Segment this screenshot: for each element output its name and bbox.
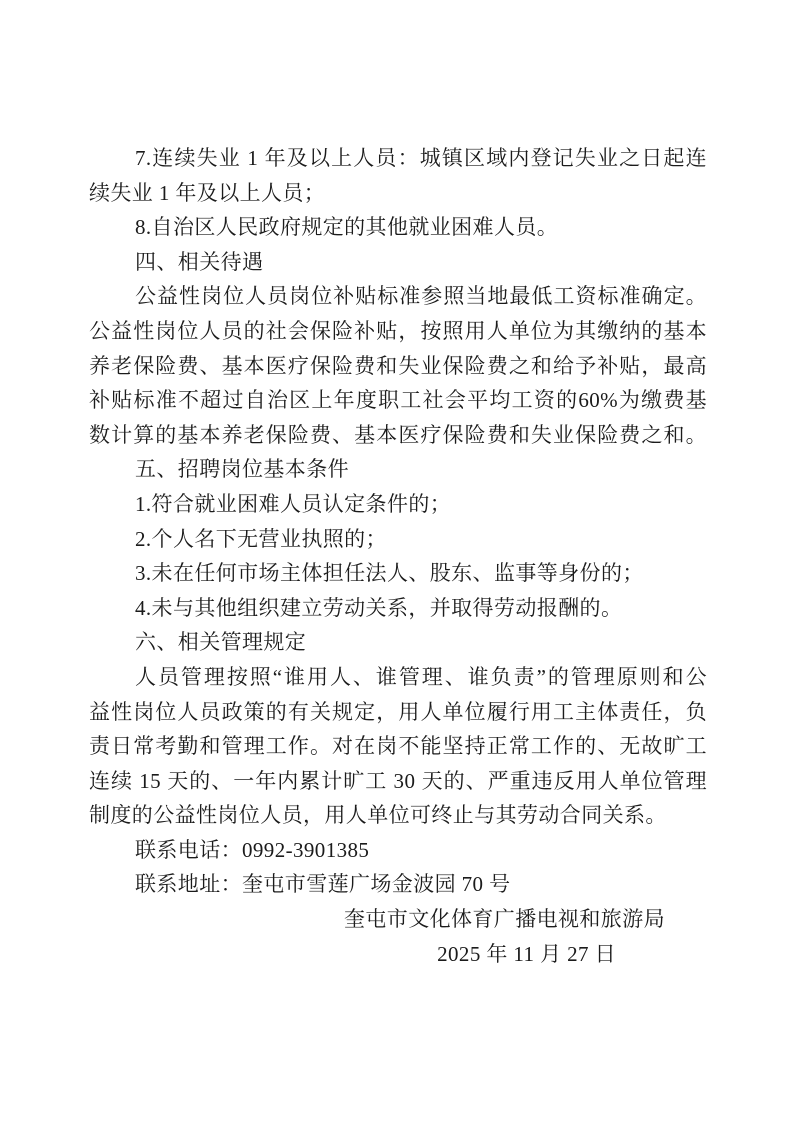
document-body: [89, 141, 707, 971]
item-7-line-1: 7.连续失业 1 年及以上人员：城镇区域内登记失业之日起连: [135, 146, 707, 170]
para-management-line-2: 益性岗位人员政策的有关规定，用人单位履行用工主体责任，负: [89, 699, 707, 724]
condition-3: 3.未在任何市场主体担任法人、股东、监事等身份的；: [135, 561, 644, 586]
para-management-line-1: 人员管理按照“谁用人、谁管理、谁负责”的管理原则和公: [135, 664, 707, 689]
para-benefits-line-5: 数计算的基本养老保险费、基本医疗保险费和失业保险费之和。: [89, 422, 707, 447]
item-7-line-2: 续失业 1 年及以上人员；: [89, 180, 326, 205]
heading-section-5: 五、招聘岗位基本条件: [135, 457, 349, 482]
para-benefits-line-1: 公益性岗位人员岗位补贴标准参照当地最低工资标准确定。: [135, 284, 707, 309]
condition-2: 2.个人名下无营业执照的；: [135, 526, 387, 551]
contact-address: 联系地址：奎屯市雪莲广场金波园 70 号: [135, 872, 511, 897]
signature-org: 奎屯市文化体育广播电视和旅游局: [344, 907, 665, 932]
contact-phone: 联系电话：0992-3901385: [135, 837, 370, 862]
para-benefits-line-3: 养老保险费、基本医疗保险费和失业保险费之和给予补贴，最高: [89, 353, 707, 378]
para-benefits-line-4: 补贴标准不超过自治区上年度职工社会平均工资的60%为缴费基: [89, 388, 707, 413]
para-management-line-3: 责日常考勤和管理工作。对在岗不能坚持正常工作的、无故旷工: [89, 734, 707, 759]
condition-1: 1.符合就业困难人员认定条件的；: [135, 491, 452, 516]
signature-date: 2025 年 11 月 27 日: [437, 941, 616, 966]
para-benefits-line-2: 公益性岗位人员的社会保险补贴，按照用人单位为其缴纳的基本: [89, 318, 707, 343]
para-management-line-4: 连续 15 天的、一年内累计旷工 30 天的、严重违反用人单位管理: [89, 768, 707, 793]
item-8: 8.自治区人民政府规定的其他就业困难人员。: [135, 215, 559, 240]
para-management-line-5: 制度的公益性岗位人员，用人单位可终止与其劳动合同关系。: [89, 803, 667, 828]
heading-section-4: 四、相关待遇: [135, 249, 264, 274]
condition-4: 4.未与其他组织建立劳动关系，并取得劳动报酬的。: [135, 595, 623, 620]
heading-section-6: 六、相关管理规定: [135, 630, 307, 655]
